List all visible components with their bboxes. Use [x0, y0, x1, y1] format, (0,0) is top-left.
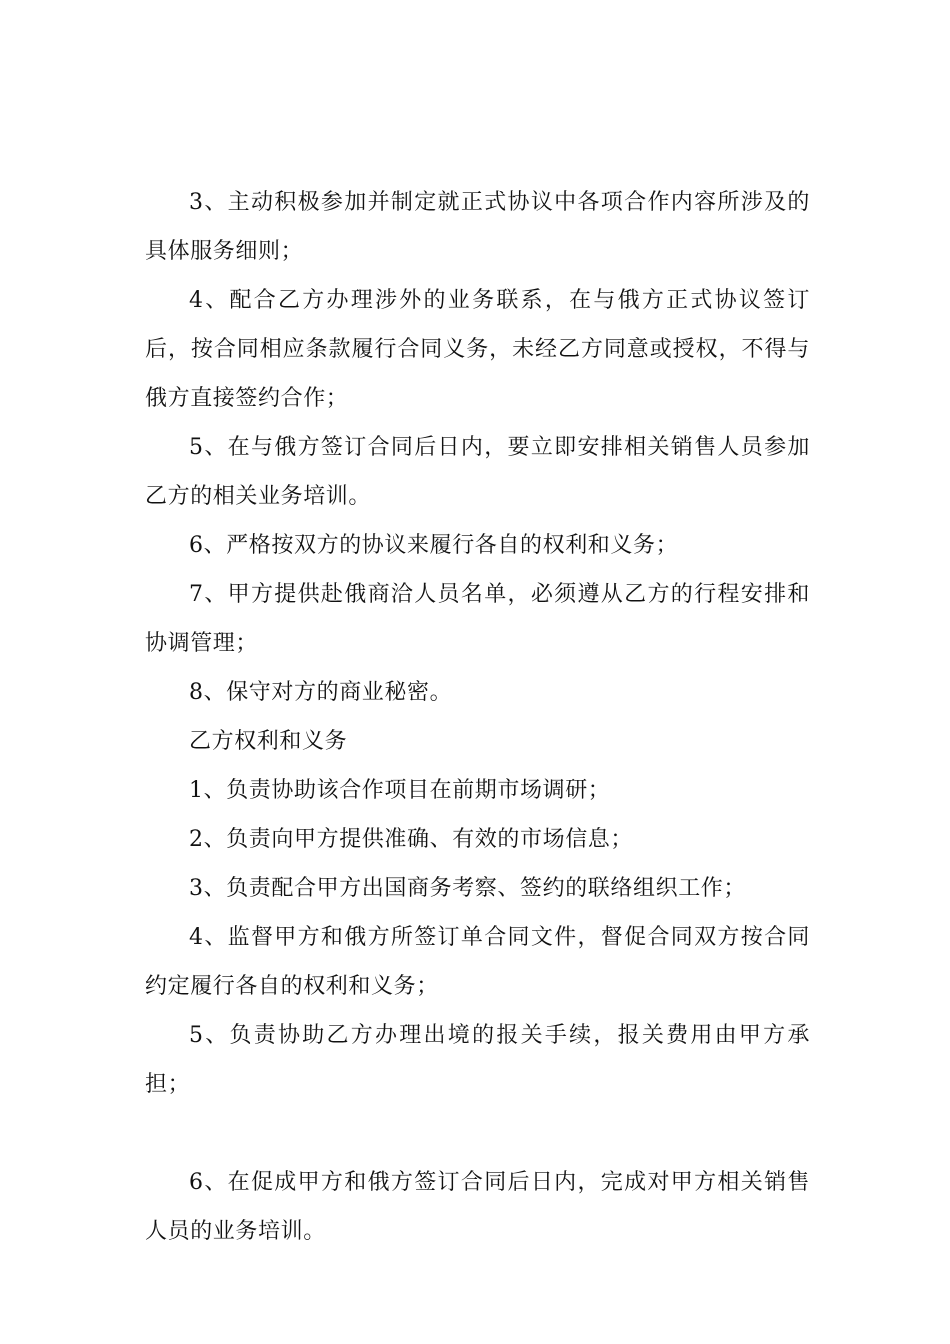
- blank-line: [145, 1109, 810, 1158]
- paragraph: 3、负责配合甲方出国商务考察、签约的联络组织工作；: [189, 876, 746, 901]
- paragraph: 4、配合乙方办理涉外的业务联系，在与俄方正式协议签订后，按合同相应条款履行合同义务，未经乙方同意或授权，不得与俄方直接签约合作；: [145, 288, 810, 411]
- paragraph: 7、甲方提供赴俄商洽人员名单，必须遵从乙方的行程安排和协调管理；: [145, 582, 810, 656]
- paragraph: 2、负责向甲方提供准确、有效的市场信息；: [189, 827, 633, 852]
- paragraph: 5、负责协助乙方办理出境的报关手续，报关费用由甲方承担；: [145, 1023, 810, 1097]
- document-body: [145, 178, 810, 1256]
- paragraph: 8、保守对方的商业秘密。: [189, 680, 453, 705]
- paragraph: 1、负责协助该合作项目在前期市场调研；: [189, 778, 611, 803]
- paragraph: 6、严格按双方的协议来履行各自的权利和义务；: [189, 533, 679, 558]
- section-heading: 乙方权利和义务: [189, 729, 348, 754]
- paragraph: 6、在促成甲方和俄方签订合同后日内，完成对甲方相关销售人员的业务培训。: [145, 1170, 810, 1244]
- paragraph: 3、主动积极参加并制定就正式协议中各项合作内容所涉及的具体服务细则；: [145, 190, 810, 264]
- paragraph: 4、监督甲方和俄方所签订单合同文件，督促合同双方按合同约定履行各自的权利和义务；: [145, 925, 810, 999]
- paragraph: 5、在与俄方签订合同后日内，要立即安排相关销售人员参加乙方的相关业务培训。: [145, 435, 810, 509]
